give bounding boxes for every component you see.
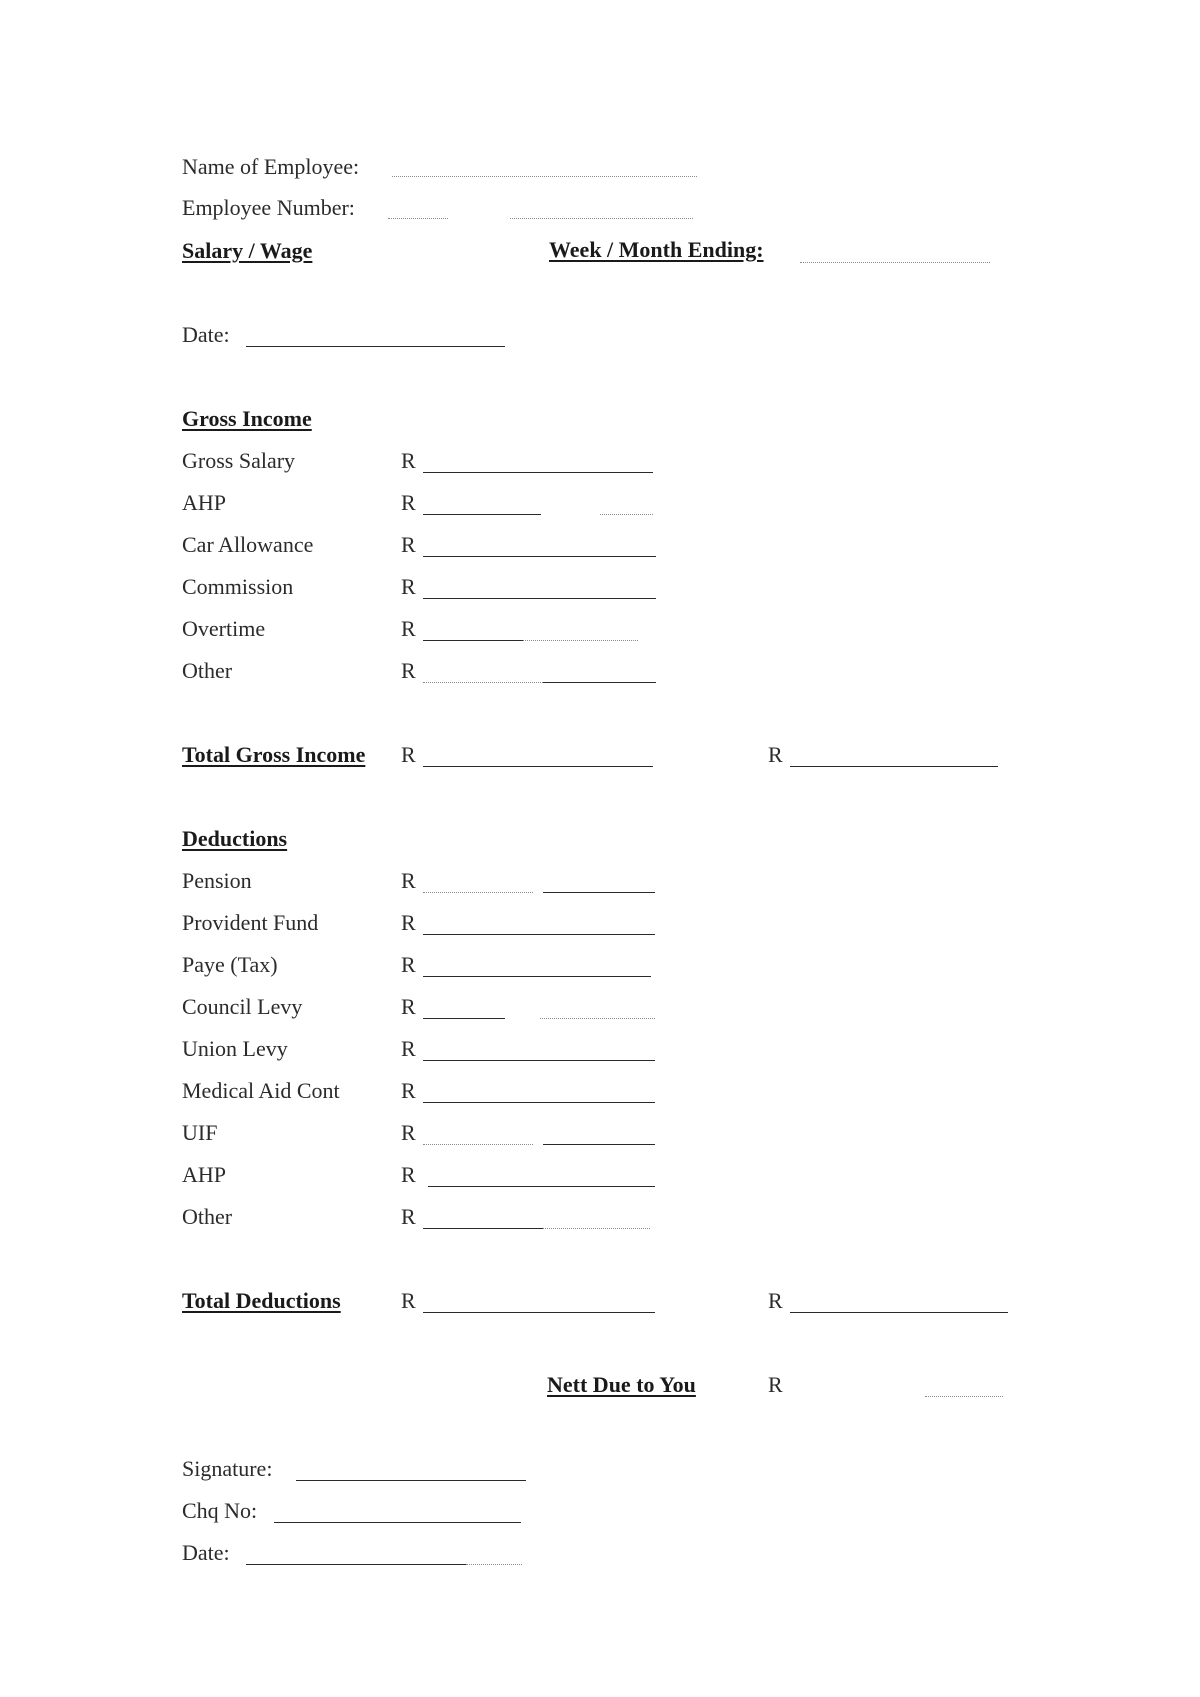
medical-aid-field[interactable]	[423, 1102, 655, 1103]
currency-symbol: R	[401, 1288, 416, 1313]
provident-fund-field[interactable]	[423, 934, 655, 935]
overtime-field[interactable]	[423, 640, 523, 641]
uif-field-head	[423, 1144, 533, 1145]
other-deduction-field[interactable]	[423, 1228, 543, 1229]
ahp-income-label: AHP	[182, 490, 227, 515]
council-levy-field-tail	[540, 1018, 655, 1019]
commission-label: Commission	[182, 574, 294, 599]
currency-symbol: R	[768, 1288, 783, 1313]
chq-no-field[interactable]	[274, 1522, 521, 1523]
ahp-income-field-tail	[600, 514, 653, 515]
currency-symbol: R	[401, 532, 416, 557]
week-month-ending-heading: Week / Month Ending:	[549, 237, 764, 262]
deductions-heading: Deductions	[182, 826, 288, 851]
currency-symbol: R	[401, 910, 416, 935]
currency-symbol: R	[401, 1036, 416, 1061]
gross-salary-label: Gross Salary	[182, 448, 296, 473]
total-gross-income-column-field[interactable]	[790, 766, 998, 767]
currency-symbol: R	[401, 868, 416, 893]
total-deductions-column-field[interactable]	[790, 1312, 1008, 1313]
currency-symbol: R	[768, 742, 783, 767]
gross-income-heading: Gross Income	[182, 406, 312, 431]
footer-date-label: Date:	[182, 1540, 230, 1565]
footer-date-field-tail	[466, 1564, 522, 1565]
currency-symbol: R	[401, 574, 416, 599]
currency-symbol: R	[401, 658, 416, 683]
pension-label: Pension	[182, 868, 252, 893]
currency-symbol: R	[401, 994, 416, 1019]
ahp-deduction-field[interactable]	[428, 1186, 655, 1187]
employee-number-label: Employee Number:	[182, 195, 355, 220]
other-deduction-label: Other	[182, 1204, 233, 1229]
other-income-field-head	[423, 682, 543, 683]
currency-symbol: R	[401, 490, 416, 515]
provident-fund-label: Provident Fund	[182, 910, 319, 935]
employee-name-field[interactable]	[392, 176, 697, 177]
union-levy-field[interactable]	[423, 1060, 655, 1061]
pension-field[interactable]	[543, 892, 655, 893]
paye-tax-label: Paye (Tax)	[182, 952, 278, 977]
other-deduction-field-tail	[543, 1228, 650, 1229]
total-gross-income-field[interactable]	[423, 766, 653, 767]
ahp-income-field[interactable]	[423, 514, 541, 515]
date-field[interactable]	[246, 346, 505, 347]
chq-no-label: Chq No:	[182, 1498, 258, 1523]
total-deductions-label: Total Deductions	[182, 1288, 341, 1313]
commission-field[interactable]	[423, 598, 656, 599]
other-income-field[interactable]	[543, 682, 656, 683]
council-levy-field[interactable]	[423, 1018, 505, 1019]
total-gross-income-label: Total Gross Income	[182, 742, 366, 767]
nett-due-label: Nett Due to You	[547, 1372, 696, 1397]
currency-symbol: R	[401, 1078, 416, 1103]
currency-symbol: R	[401, 1120, 416, 1145]
currency-symbol: R	[401, 1162, 416, 1187]
footer-date-field[interactable]	[246, 1564, 466, 1565]
overtime-field-tail	[523, 640, 638, 641]
employee-number-field-a[interactable]	[388, 218, 448, 219]
paye-tax-field[interactable]	[423, 976, 651, 977]
week-month-ending-field[interactable]	[800, 262, 990, 263]
gross-salary-field[interactable]	[423, 472, 653, 473]
overtime-label: Overtime	[182, 616, 266, 641]
car-allowance-label: Car Allowance	[182, 532, 314, 557]
ahp-deduction-label: AHP	[182, 1162, 227, 1187]
currency-symbol: R	[768, 1372, 783, 1397]
employee-number-field-b[interactable]	[510, 218, 693, 219]
council-levy-label: Council Levy	[182, 994, 303, 1019]
uif-label: UIF	[182, 1120, 218, 1145]
other-income-label: Other	[182, 658, 233, 683]
employee-name-label: Name of Employee:	[182, 154, 360, 179]
pension-field-head	[423, 892, 533, 893]
union-levy-label: Union Levy	[182, 1036, 288, 1061]
medical-aid-label: Medical Aid Cont	[182, 1078, 340, 1103]
car-allowance-field[interactable]	[423, 556, 656, 557]
currency-symbol: R	[401, 448, 416, 473]
currency-symbol: R	[401, 1204, 416, 1229]
currency-symbol: R	[401, 742, 416, 767]
nett-due-field[interactable]	[925, 1396, 1003, 1397]
total-deductions-field[interactable]	[423, 1312, 655, 1313]
date-label: Date:	[182, 322, 230, 347]
salary-wage-heading: Salary / Wage	[182, 238, 313, 263]
signature-label: Signature:	[182, 1456, 273, 1481]
uif-field[interactable]	[543, 1144, 655, 1145]
signature-field[interactable]	[296, 1480, 526, 1481]
currency-symbol: R	[401, 952, 416, 977]
currency-symbol: R	[401, 616, 416, 641]
